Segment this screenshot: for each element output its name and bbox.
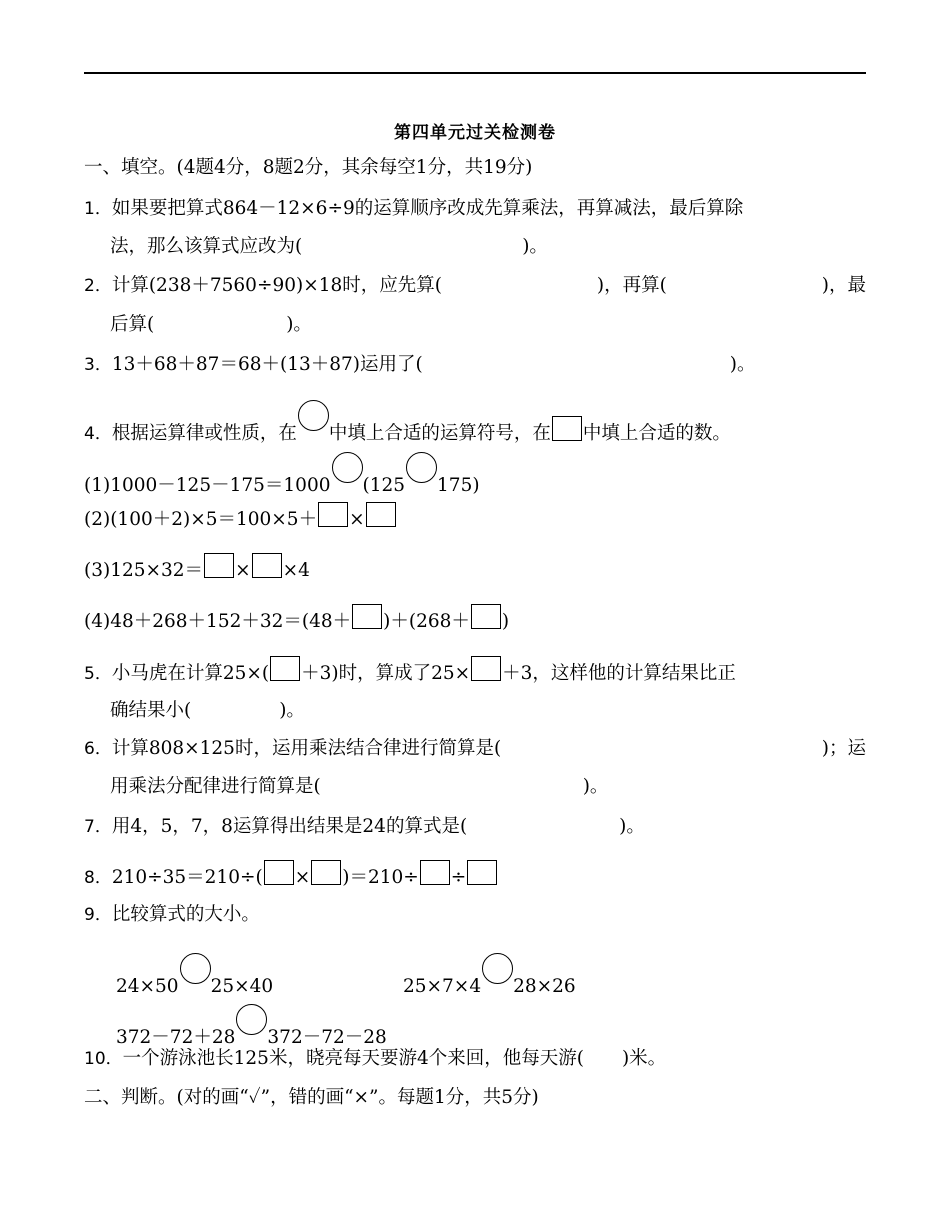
answer-box[interactable] — [471, 604, 501, 629]
compare-circle[interactable] — [180, 953, 211, 984]
question-4: 4．根据运算律或性质，在 中填上合适的运算符号，在 中填上合适的数。 — [84, 400, 866, 430]
page-title: 第四单元过关检测卷 — [394, 123, 556, 143]
answer-box[interactable] — [252, 553, 282, 578]
question-3-number: 3． — [84, 355, 112, 375]
question-6-number: 6． — [84, 739, 112, 759]
compare-circle[interactable] — [482, 953, 513, 984]
question-4-number: 4． — [84, 424, 112, 444]
answer-box[interactable] — [270, 656, 300, 681]
question-3: 3．13＋68＋87＝68＋(13＋87)运用了( )。 — [84, 354, 756, 375]
question-4-sub3: (3)125×32＝ × ×4 — [84, 553, 866, 583]
question-8-number: 8． — [84, 868, 112, 888]
question-9-number: 9． — [84, 905, 112, 925]
question-9: 9．比较算式的大小。 — [84, 904, 260, 925]
question-1-line2: 法，那么该算式应改为( )。 — [110, 236, 548, 257]
question-7-number: 7． — [84, 817, 112, 837]
question-5-number: 5． — [84, 664, 112, 684]
operator-circle[interactable] — [406, 452, 437, 483]
answer-box[interactable] — [352, 604, 382, 629]
answer-box[interactable] — [467, 860, 497, 885]
answer-box[interactable] — [366, 502, 396, 527]
top-rule — [84, 72, 866, 74]
answer-box[interactable] — [204, 553, 234, 578]
question-7: 7．用4，5，7，8运算得出结果是24的算式是( )。 — [84, 816, 645, 837]
question-10: 10．一个游泳池长125米，晓亮每天要游4个来回，他每天游( )米。 — [84, 1048, 667, 1069]
question-2-number: 2． — [84, 276, 112, 296]
compare-circle[interactable] — [236, 1004, 267, 1035]
question-4-sub2: (2)(100＋2)×5＝100×5＋ × — [84, 502, 866, 532]
question-10-number: 10． — [84, 1049, 123, 1069]
answer-box[interactable] — [264, 860, 294, 885]
answer-box[interactable] — [471, 656, 501, 681]
question-4-sub1: (1)1000－125－175＝1000 (125 175) — [84, 452, 866, 482]
question-6-line2: 用乘法分配律进行简算是( )。 — [110, 776, 609, 797]
circle-symbol-icon — [298, 400, 329, 431]
question-8: 8．210÷35＝210÷( × )＝210÷ ÷ — [84, 860, 866, 890]
question-9-row1: 24×50 25×40 25×7×4 28×26 — [116, 953, 866, 983]
answer-box[interactable] — [420, 860, 450, 885]
section1-header: 一、填空。(4题4分，8题2分，其余每空1分，共19分) — [84, 157, 533, 178]
section2-header: 二、判断。(对的画“✓”，错的画“×”。每题1分，共5分) — [84, 1087, 539, 1108]
question-1-line1: 1．如果要把算式864－12×6÷9的运算顺序改成先算乘法，再算减法，最后算除 — [84, 198, 744, 219]
question-4-sub4: (4)48＋268＋152＋32＝(48＋ )＋(268＋ ) — [84, 604, 866, 634]
question-9-row2: 372－72＋28 372－72－28 — [116, 1004, 866, 1034]
question-5-line1: 5．小马虎在计算25×( ＋3)时，算成了25× ＋3，这样他的计算结果比正 — [84, 656, 866, 686]
question-6-line1: 6．计算808×125时，运用乘法结合律进行简算是( )；运 — [84, 738, 866, 759]
question-2-line2: 后算( )。 — [110, 314, 312, 335]
question-5-line2: 确结果小( )。 — [110, 700, 305, 721]
answer-box[interactable] — [311, 860, 341, 885]
operator-circle[interactable] — [332, 452, 363, 483]
question-1-number: 1． — [84, 199, 112, 219]
answer-box[interactable] — [318, 502, 348, 527]
question-2-line1: 2．计算(238＋7560÷90)×18时，应先算( )，再算( )，最 — [84, 275, 866, 296]
box-symbol-icon — [552, 416, 582, 441]
